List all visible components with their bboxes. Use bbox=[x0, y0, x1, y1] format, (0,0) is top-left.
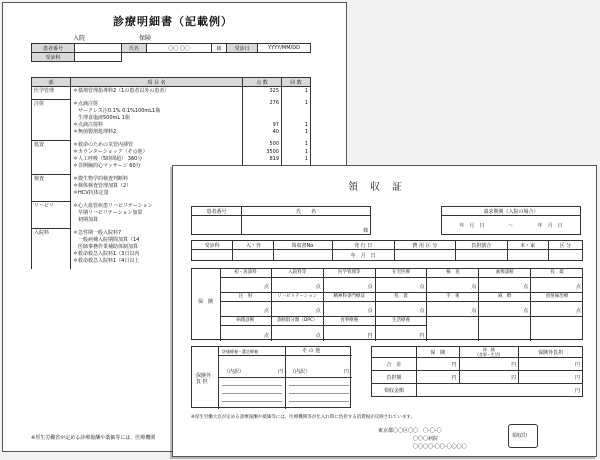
grid-cell-unit: 円 bbox=[419, 333, 425, 339]
sama-label: 様 bbox=[242, 216, 371, 235]
item-name: ＊点滴注射料 bbox=[71, 121, 243, 128]
item-name: ＊救命救急入院料1（4日以上 bbox=[71, 257, 243, 264]
item-row bbox=[32, 141, 311, 149]
item-times bbox=[282, 114, 311, 121]
grid-cell-label: 放射線治療 bbox=[531, 293, 583, 302]
info-header-cell: 受診科 bbox=[192, 241, 233, 250]
part-cell bbox=[32, 162, 71, 169]
info-value-cell bbox=[233, 250, 274, 261]
item-times: 1 bbox=[282, 121, 311, 128]
col-item: 項 目 名 bbox=[71, 78, 243, 87]
item-times: 1 bbox=[282, 87, 311, 95]
grid-cell bbox=[220, 293, 272, 317]
grid-cell bbox=[531, 293, 583, 317]
grid-cell-label: 投 薬 bbox=[531, 269, 583, 278]
item-times: 1 bbox=[282, 155, 311, 162]
item-points: 3500 bbox=[243, 148, 282, 155]
grid-cell-label: 精神科専門療法 bbox=[324, 293, 375, 302]
item-name: 医師事務作業補助体制加算 bbox=[71, 243, 243, 250]
grid-cell-label: 注 射 bbox=[220, 293, 271, 302]
patient-header-table bbox=[31, 43, 311, 62]
grid-cell-label: 処 置 bbox=[376, 293, 427, 302]
summary-corner bbox=[372, 347, 417, 358]
item-row bbox=[32, 87, 311, 95]
receipt-sheet bbox=[172, 165, 597, 457]
grid-cell-unit: 点 bbox=[471, 284, 477, 290]
item-row bbox=[32, 100, 311, 108]
part-cell bbox=[32, 189, 71, 196]
uchiwake-right: （内訳） bbox=[290, 369, 311, 375]
item-name: ＊薬剤管理指導料2（1の患者以外の患者） bbox=[71, 87, 243, 95]
item-times: 1 bbox=[282, 100, 311, 108]
summary-row-burden: 負担額 bbox=[372, 371, 417, 384]
out-of-insurance-box bbox=[191, 346, 351, 408]
patient-name-label: 氏 名 bbox=[242, 207, 371, 216]
grid-cell-unit: 点 bbox=[315, 308, 321, 314]
summary-row-total: 合 計 bbox=[372, 358, 417, 371]
received-yen: 円 bbox=[417, 384, 583, 397]
uchiwake-left: （内訳） bbox=[224, 369, 245, 375]
receipt-seal-label: 領収印 bbox=[512, 433, 528, 439]
item-name: 一般病棟入院期間加算（14 bbox=[71, 236, 243, 243]
visit-date-value: YYYY/MM/DD bbox=[258, 44, 311, 53]
burden-outside-yen: 円 bbox=[519, 371, 583, 384]
grid-cell-label: 在宅医療 bbox=[376, 269, 427, 278]
info-header-cell: 費 用 区 分 bbox=[394, 241, 455, 250]
grid-cell-unit: 点 bbox=[419, 308, 425, 314]
item-points: 819 bbox=[243, 155, 282, 162]
grid-cell-label: 病理診断 bbox=[220, 317, 271, 326]
grid-cell bbox=[531, 269, 583, 293]
burden-meal-yen: 円 bbox=[459, 371, 519, 384]
sama-label: 様 bbox=[212, 44, 227, 53]
info-header-cell: 区 分 bbox=[548, 241, 582, 250]
insurance-section-label: 保 険 bbox=[198, 299, 214, 305]
summary-table bbox=[371, 346, 583, 397]
grid-cell-label: 生活療養 bbox=[376, 317, 427, 326]
grid-cell-label: 医学管理等 bbox=[324, 269, 375, 278]
total-meal-yen: 円 bbox=[459, 358, 519, 371]
item-name: ＊人工呼吸（5時間超） 360分 bbox=[71, 155, 243, 162]
info-value-cell bbox=[274, 250, 332, 261]
grid-cell bbox=[272, 269, 324, 293]
patient-no-label: 患者番号 bbox=[192, 207, 242, 216]
item-points: 500 bbox=[243, 141, 282, 149]
grid-cell-unit: 点 bbox=[523, 284, 529, 290]
grid-cell-unit: 点 bbox=[367, 308, 373, 314]
info-header-row bbox=[192, 241, 583, 250]
grid-cell-label: 画像診断 bbox=[479, 269, 530, 278]
grid-cell-unit: 点 bbox=[263, 333, 269, 339]
hospital-address: 東京都〇〇区〇〇 〇-〇-〇 bbox=[378, 428, 442, 434]
receipt-info-table bbox=[191, 240, 583, 261]
item-name: ＊無菌製剤処理料2 bbox=[71, 128, 243, 135]
grid-cell bbox=[324, 293, 376, 317]
part-cell bbox=[32, 243, 71, 250]
item-row bbox=[32, 107, 311, 114]
grid-cell bbox=[427, 293, 479, 317]
item-name: ＊カウンターショック（その他） bbox=[71, 148, 243, 155]
part-cell bbox=[32, 209, 71, 216]
grid-cell-unit: 点 bbox=[471, 308, 477, 314]
col-times: 回 数 bbox=[282, 78, 311, 87]
grid-cell-label: 初・再診料 bbox=[220, 269, 271, 278]
insurance-grid-cells bbox=[220, 269, 583, 341]
grid-cell bbox=[427, 269, 479, 293]
item-name: 生理食塩液500mL 1瓶 bbox=[71, 114, 243, 121]
department-label: 受診科 bbox=[32, 53, 75, 62]
info-value-cell bbox=[507, 250, 548, 261]
statement-footnote: ※厚生労働省が定める診療報酬や薬価等には、医療機関 bbox=[31, 435, 156, 441]
item-points bbox=[243, 114, 282, 121]
grid-cell bbox=[220, 317, 272, 341]
item-name: ＊HCV抗体定量 bbox=[71, 189, 243, 196]
part-cell: 入院料 bbox=[32, 229, 71, 237]
grid-cell-label: 入院料等 bbox=[272, 269, 323, 278]
hospital-name: 〇〇〇病院 bbox=[413, 436, 439, 442]
col-part: 部 bbox=[32, 78, 71, 87]
summary-col-outside: 保険外負担 bbox=[519, 347, 583, 358]
grid-cell-label: 診断群分類（DPC） bbox=[272, 317, 323, 326]
grid-cell bbox=[324, 269, 376, 293]
part-cell bbox=[32, 155, 71, 162]
yen-right: 円 bbox=[344, 369, 350, 375]
part-cell: 注射 bbox=[32, 100, 71, 108]
grid-cell-unit: 点 bbox=[523, 308, 529, 314]
department-value bbox=[75, 53, 122, 62]
grid-cell-label: リハビリテーション bbox=[272, 293, 323, 302]
sonota-label: そ の 他 bbox=[302, 348, 321, 354]
info-value-cell bbox=[548, 250, 582, 261]
info-header-cell: 本・家 bbox=[507, 241, 548, 250]
grid-cell bbox=[479, 317, 531, 341]
grid-cell-unit: 円 bbox=[367, 333, 373, 339]
hospital-phone: 〇〇〇〇-〇〇-〇〇〇〇 bbox=[413, 444, 467, 450]
info-header-cell: 領収書No. bbox=[274, 241, 332, 250]
burden-insurance-yen: 円 bbox=[417, 371, 460, 384]
info-value-row bbox=[192, 250, 583, 261]
item-times bbox=[282, 107, 311, 114]
item-name: ＊急性期一般入院料7 bbox=[71, 229, 243, 237]
part-cell bbox=[32, 250, 71, 257]
item-times: 1 bbox=[282, 141, 311, 149]
info-value-cell bbox=[192, 250, 233, 261]
item-points: 97 bbox=[243, 121, 282, 128]
item-name: 早期リハビリテーション加算 bbox=[71, 209, 243, 216]
grid-cell bbox=[324, 317, 376, 341]
item-name: ＊救命のための気管内挿管 bbox=[71, 141, 243, 149]
out-of-insurance-label: 保険外 負 担 bbox=[196, 373, 212, 385]
grid-cell bbox=[272, 293, 324, 317]
part-cell bbox=[32, 236, 71, 243]
yen-left: 円 bbox=[278, 369, 284, 375]
period-to: 年 月 日 bbox=[520, 216, 580, 235]
item-times: 1 bbox=[282, 128, 311, 135]
part-cell bbox=[32, 107, 71, 114]
billing-period-label: 請求期間（入院の場合） bbox=[442, 207, 581, 216]
part-cell bbox=[32, 148, 71, 155]
grid-cell bbox=[376, 269, 428, 293]
col-points: 点 数 bbox=[243, 78, 282, 87]
insurance-grid bbox=[191, 268, 583, 340]
item-row bbox=[32, 121, 311, 128]
grid-cell-label: 検 査 bbox=[427, 269, 478, 278]
grid-cell-unit: 点 bbox=[419, 284, 425, 290]
info-value-cell bbox=[394, 250, 455, 261]
item-name: 初期加算 bbox=[71, 216, 243, 223]
patient-no-value bbox=[192, 216, 242, 235]
grid-cell bbox=[272, 317, 324, 341]
insurance-label: 保険 bbox=[139, 35, 152, 42]
grid-cell-unit: 点 bbox=[315, 333, 321, 339]
grid-cell-label: 食事療養 bbox=[324, 317, 375, 326]
grid-cell bbox=[427, 317, 479, 341]
part-cell bbox=[32, 121, 71, 128]
grid-cell bbox=[220, 269, 272, 293]
item-name: ＊点滴注射 bbox=[71, 100, 243, 108]
grid-cell-unit: 点 bbox=[367, 284, 373, 290]
part-cell bbox=[32, 182, 71, 189]
item-points bbox=[243, 107, 282, 114]
grid-cell bbox=[376, 293, 428, 317]
grid-cell bbox=[479, 293, 531, 317]
info-header-cell: 発 行 日 bbox=[332, 241, 394, 250]
part-cell bbox=[32, 114, 71, 121]
part-cell: 処置 bbox=[32, 141, 71, 149]
inpatient-label: 入院 bbox=[73, 35, 86, 42]
period-from: 年 月 日 bbox=[442, 216, 502, 235]
grid-cell-unit: 点 bbox=[315, 284, 321, 290]
grid-cell bbox=[376, 317, 428, 341]
receipt-seal-box bbox=[508, 424, 538, 448]
info-value-cell bbox=[456, 250, 508, 261]
statement-title: 診療明細書（記載例） bbox=[113, 15, 233, 28]
item-name: ＊非開胸的心マッサージ 60分 bbox=[71, 162, 243, 169]
period-tilde: 〜 bbox=[502, 216, 520, 235]
item-points: 325 bbox=[243, 87, 282, 95]
hyoka-ryoyo-label: 評価療養・選定療養 bbox=[222, 349, 258, 354]
item-name: ＊微生物学的検査判断料 bbox=[71, 175, 243, 183]
total-outside-yen: 円 bbox=[519, 358, 583, 371]
part-cell bbox=[32, 257, 71, 264]
tax-notice: ※厚生労働大臣が定める診療報酬や薬価等には、医療機関等が仕入れ時に負担する消費税が反映されています。 bbox=[191, 415, 415, 420]
grid-cell-unit: 点 bbox=[575, 284, 581, 290]
info-value-cell: 年 月 日 bbox=[332, 250, 394, 261]
grid-cell bbox=[479, 269, 531, 293]
item-name: ＊救命救急入院料1（3日以内 bbox=[71, 250, 243, 257]
item-row bbox=[32, 148, 311, 155]
billing-period-table bbox=[441, 206, 581, 235]
name-value: 〇〇 〇〇 bbox=[147, 44, 212, 53]
summary-col-meal: 保 険 (食事・生活) bbox=[459, 347, 519, 358]
part-cell: リハビリ bbox=[32, 202, 71, 210]
visit-date-label: 受診日 bbox=[227, 44, 258, 53]
receipt-title: 領 収 証 bbox=[348, 182, 403, 193]
summary-col-insurance: 保 険 bbox=[417, 347, 460, 358]
part-cell bbox=[32, 216, 71, 223]
receipt-patient-table bbox=[191, 206, 371, 235]
patient-no-value bbox=[75, 44, 122, 53]
grid-cell-unit: 点 bbox=[263, 284, 269, 290]
part-cell: 医学管理 bbox=[32, 87, 71, 95]
grid-cell-unit: 点 bbox=[575, 308, 581, 314]
patient-no-label: 患者番号 bbox=[32, 44, 75, 53]
item-row bbox=[32, 114, 311, 121]
part-cell bbox=[32, 128, 71, 135]
grid-cell-label: 手 術 bbox=[427, 293, 478, 302]
info-header-cell: 入・外 bbox=[233, 241, 274, 250]
item-times: 1 bbox=[282, 148, 311, 155]
summary-row-received: 領収金額 bbox=[372, 384, 417, 397]
grid-cell-label: 麻 酔 bbox=[479, 293, 530, 302]
grid-cell-unit: 点 bbox=[263, 308, 269, 314]
info-header-cell: 負担割合 bbox=[456, 241, 508, 250]
total-insurance-yen: 円 bbox=[417, 358, 460, 371]
part-cell: 検査 bbox=[32, 175, 71, 183]
item-row bbox=[32, 128, 311, 135]
grid-cell bbox=[531, 317, 583, 341]
item-name: サークレス注0.1% 0.1%100mL1瓶 bbox=[71, 107, 243, 114]
item-points: 40 bbox=[243, 128, 282, 135]
item-row bbox=[32, 155, 311, 162]
item-points: 276 bbox=[243, 100, 282, 108]
item-name: ＊検体検査管理加算（2） bbox=[71, 182, 243, 189]
item-name: ＊心大血管疾患リハビリテーション bbox=[71, 202, 243, 210]
name-label: 氏名 bbox=[122, 44, 147, 53]
